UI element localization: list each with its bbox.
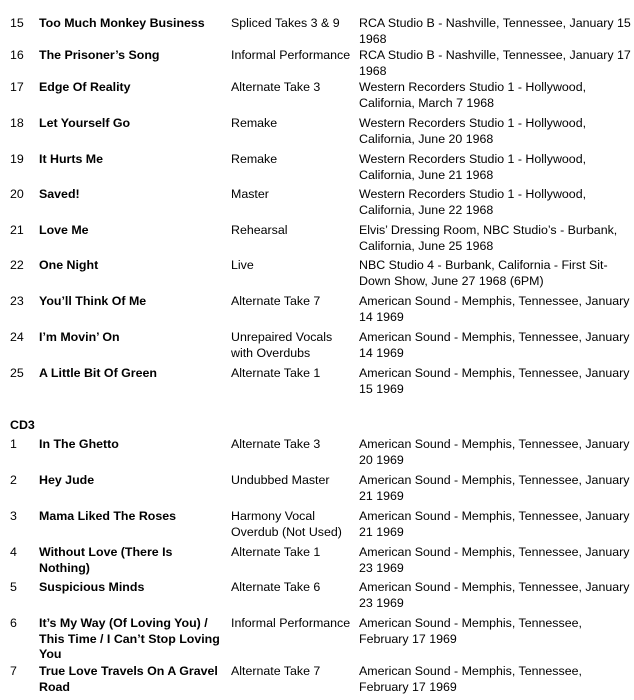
track-location: NBC Studio 4 - Burbank, California - First Sit-Down Show, June 27 1968 (6PM)	[359, 258, 608, 288]
track-number: 22	[10, 258, 24, 272]
track-version: Remake	[231, 116, 278, 130]
track-title: Suspicious Minds	[39, 580, 145, 594]
track-location: American Sound - Memphis, Tennessee, February 17 1969	[359, 616, 582, 646]
track-version: Alternate Take 6	[231, 580, 321, 594]
track-number: 1	[10, 437, 17, 451]
track-number: 4	[10, 545, 17, 559]
track-version: Rehearsal	[231, 223, 288, 237]
track-title: In The Ghetto	[39, 437, 119, 451]
disc-heading: CD3	[10, 418, 35, 432]
track-number: 20	[10, 187, 24, 201]
track-version: Alternate Take 7	[231, 664, 321, 678]
track-title: Love Me	[39, 223, 89, 237]
track-location: American Sound - Memphis, Tennessee, January 21 1969	[359, 473, 630, 503]
track-number: 15	[10, 16, 24, 30]
track-number: 24	[10, 330, 24, 344]
track-title: True Love Travels On A Gravel Road	[39, 664, 218, 694]
track-location: American Sound - Memphis, Tennessee, January 23 1969	[359, 580, 630, 610]
track-location: Western Recorders Studio 1 - Hollywood, California, June 20 1968	[359, 116, 587, 146]
track-title: Saved!	[39, 187, 80, 201]
track-number: 16	[10, 48, 24, 62]
track-number: 17	[10, 80, 24, 94]
track-title: You’ll Think Of Me	[39, 294, 147, 308]
track-version: Alternate Take 3	[231, 80, 321, 94]
track-version: Alternate Take 7	[231, 294, 321, 308]
track-version: Alternate Take 3	[231, 437, 321, 451]
track-version: Live	[231, 258, 254, 272]
track-title: One Night	[39, 258, 99, 272]
track-version: Alternate Take 1	[231, 366, 321, 380]
track-title: Mama Liked The Roses	[39, 509, 177, 523]
track-title: Let Yourself Go	[39, 116, 131, 130]
track-location: American Sound - Memphis, Tennessee, January 20 1969	[359, 437, 630, 467]
track-title: Edge Of Reality	[39, 80, 131, 94]
track-location: American Sound - Memphis, Tennessee, January 14 1969	[359, 330, 630, 360]
track-title: It’s My Way (Of Loving You) / This Time / I Can’t Stop Loving You	[39, 616, 220, 661]
track-number: 5	[10, 580, 17, 594]
track-title: A Little Bit Of Green	[39, 366, 157, 380]
track-version: Master	[231, 187, 269, 201]
track-number: 21	[10, 223, 24, 237]
track-version: Spliced Takes 3 & 9	[231, 16, 340, 30]
track-number: 2	[10, 473, 17, 487]
track-version: Unrepaired Vocals with Overdubs	[231, 330, 333, 360]
track-location: American Sound - Memphis, Tennessee, January 15 1969	[359, 366, 630, 396]
track-location: American Sound - Memphis, Tennessee, January 14 1969	[359, 294, 630, 324]
track-location: Western Recorders Studio 1 - Hollywood, California, March 7 1968	[359, 80, 587, 110]
track-location: Elvis’ Dressing Room, NBC Studio’s - Burbank, California, June 25 1968	[359, 223, 618, 253]
track-location: American Sound - Memphis, Tennessee, February 17 1969	[359, 664, 582, 694]
track-number: 7	[10, 664, 17, 678]
track-location: American Sound - Memphis, Tennessee, January 21 1969	[359, 509, 630, 539]
track-location: Western Recorders Studio 1 - Hollywood, California, June 22 1968	[359, 187, 587, 217]
track-version: Harmony Vocal Overdub (Not Used)	[231, 509, 342, 539]
track-version: Alternate Take 1	[231, 545, 321, 559]
track-number: 3	[10, 509, 17, 523]
track-number: 23	[10, 294, 24, 308]
track-version: Informal Performance	[231, 616, 351, 630]
track-version: Undubbed Master	[231, 473, 330, 487]
track-title: The Prisoner’s Song	[39, 48, 160, 62]
track-version: Informal Performance	[231, 48, 351, 62]
track-title: Hey Jude	[39, 473, 95, 487]
track-title: Too Much Monkey Business	[39, 16, 205, 30]
track-location: Western Recorders Studio 1 - Hollywood, California, June 21 1968	[359, 152, 587, 182]
track-number: 18	[10, 116, 24, 130]
track-location: RCA Studio B - Nashville, Tennessee, January 17 1968	[359, 48, 631, 78]
track-title: Without Love (There Is Nothing)	[39, 545, 173, 575]
track-number: 25	[10, 366, 24, 380]
track-title: It Hurts Me	[39, 152, 104, 166]
track-location: American Sound - Memphis, Tennessee, January 23 1969	[359, 545, 630, 575]
track-number: 19	[10, 152, 24, 166]
track-title: I’m Movin’ On	[39, 330, 120, 344]
track-number: 6	[10, 616, 17, 630]
track-location: RCA Studio B - Nashville, Tennessee, January 15 1968	[359, 16, 631, 46]
track-version: Remake	[231, 152, 278, 166]
